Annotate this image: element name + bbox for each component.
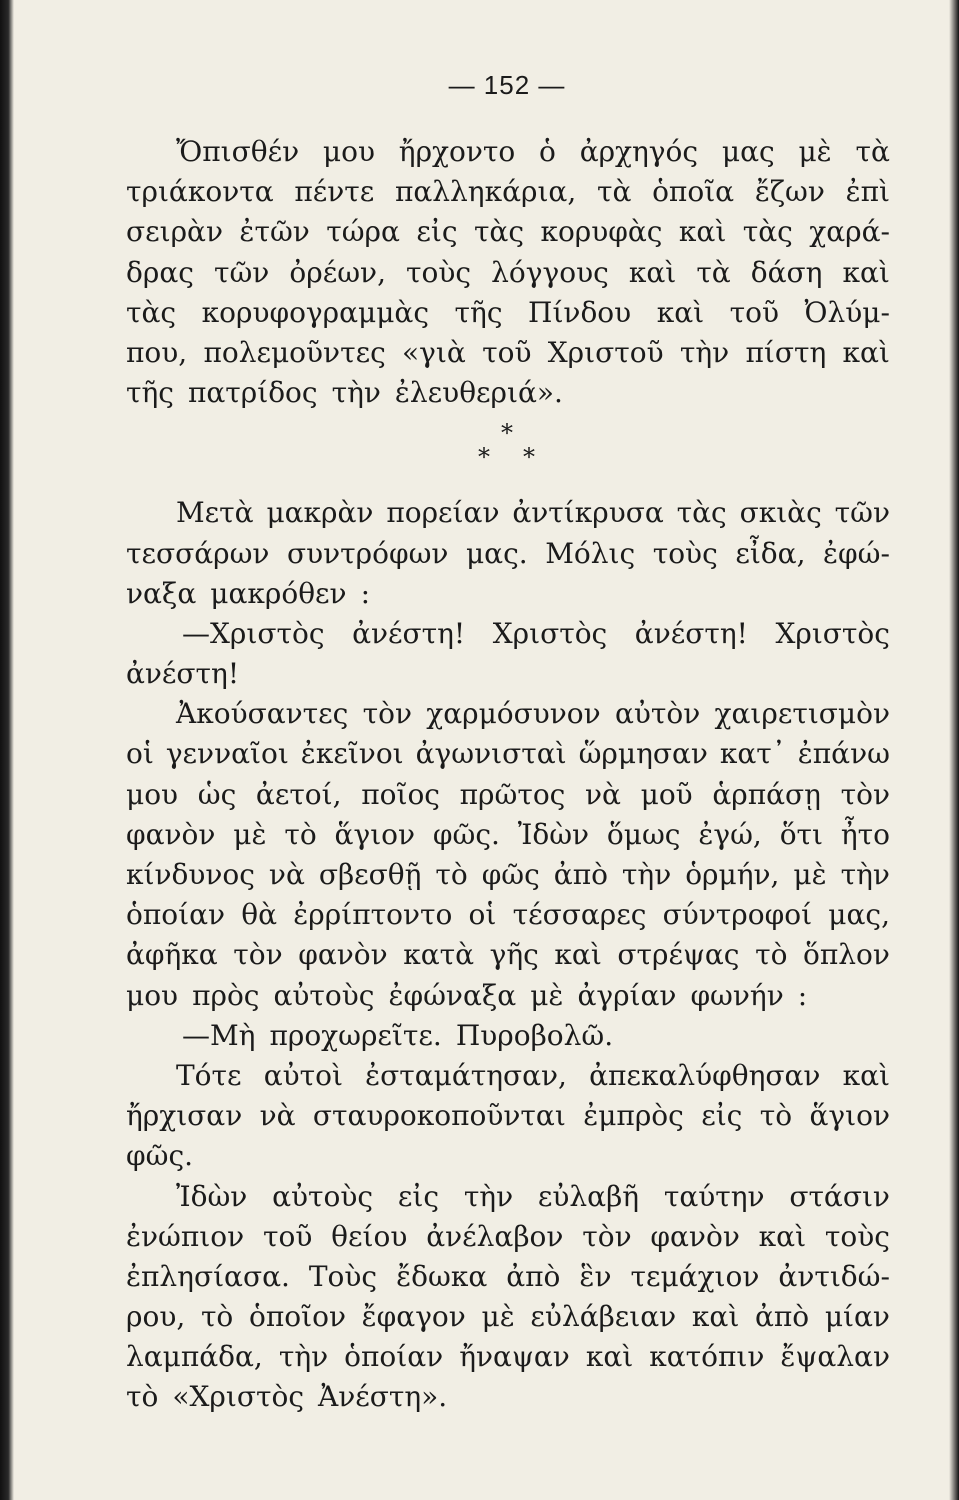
word: εἰς [397,1179,440,1213]
word: μὲ [793,858,827,891]
word: νὰ [259,1099,296,1133]
word: τὸ [759,1099,793,1133]
word: ἀπὸ [553,858,608,891]
word: καὶ [585,1340,634,1374]
word: Τότε [176,1058,242,1092]
word: θὰ [241,898,278,932]
word: ἐκεῖνοι [300,737,404,771]
word: : [797,978,808,1012]
word: ἀπεκαλύφθησαν [589,1058,821,1092]
word: ἐφώ- [823,536,890,570]
word: ἤρχοντο [398,135,516,168]
word: μου [126,777,179,811]
word: σειρὰν [126,215,223,249]
word: Πυροβολῶ. [455,1018,614,1052]
word: τοῦ [729,295,780,329]
word: τὰ [596,175,632,209]
word: τὰς [742,215,793,249]
word: ἐγώ, [698,817,762,851]
word: ποῖος [361,777,440,811]
word: ἓν [579,1259,612,1293]
word: σταυροκοποῦνται [312,1099,566,1133]
word: Μόλις [545,536,636,570]
word: τὴν [463,1179,514,1213]
word: Τοὺς [308,1259,378,1293]
word: μίαν [824,1300,890,1334]
word: ὁποίαν [344,1340,444,1374]
word: τοὺς [652,536,718,570]
word: τὸν [582,1219,632,1253]
word: αὐτοὺς [272,1179,374,1213]
word: στάσιν [789,1179,890,1213]
text-line [126,1297,890,1337]
word: τοὺς [406,255,472,289]
word: ἐτῶν [239,215,310,249]
asterisk: * [501,419,513,448]
word: φανὸν [650,1219,740,1253]
word: «γιὰ [402,335,466,369]
word: μὲ [481,1300,515,1334]
word: Ὄπισθέν [176,135,300,168]
word: τὰ [696,255,731,289]
word: οἱ [126,737,154,771]
word: τὸ [435,858,468,891]
word: καὶ [842,335,890,369]
page-right-edge-shadow [949,0,959,1500]
word: ὡς [197,777,237,811]
word: ἀγωνισταὶ [415,737,567,771]
word: καὶ [842,1058,890,1092]
word: ἀνέστη! [634,616,748,650]
word: ὁποῖα [652,175,735,209]
word: ὁρμήν, [685,858,780,891]
word: μας, [828,898,890,932]
text-line [126,333,890,373]
word: ρου, [126,1300,186,1334]
word: πορείαν [386,496,500,530]
word: μακρόθεν [210,576,347,610]
word: ἀνέστη! [126,657,240,691]
page-left-edge-shadow [0,0,14,1500]
word: αὐτὸν [614,697,701,731]
word: ἐλευθεριά». [394,376,563,410]
word: τὸν [840,777,890,811]
word: αὐτοὶ [263,1058,343,1092]
word: τὰς [473,215,525,249]
word: τὴν [621,858,672,891]
text-line [126,1337,890,1377]
body-text [126,132,890,1418]
word: εὐλάβειαν [530,1300,677,1334]
word: εἶδα, [735,536,806,570]
word: καὶ [678,215,727,249]
word: νὰ [585,777,621,811]
word: Μετὰ [176,496,254,530]
word: ἐρρίπτοντο [293,898,453,932]
word: ἀνέλαβον [426,1219,564,1253]
text-line [126,775,890,815]
text-line [126,253,890,293]
word: ὁποίαν [126,898,226,932]
word: τριάκοντα [126,175,274,209]
word: τὸ [284,817,317,851]
word: τοῦ [482,335,532,369]
word: νὰ [268,858,305,891]
word: Ἰδὼν [176,1179,248,1213]
word: τοὺς [824,1219,890,1253]
word: πολεμοῦντες [203,335,386,369]
word: εἰς [416,215,458,249]
word: τοῦ [262,1219,313,1253]
text-line [126,1016,890,1056]
word: Χριστοῦ [547,335,664,369]
word: τῶν [834,496,890,530]
word: σύντροφοί [662,898,813,932]
word: τὸ [126,1380,159,1414]
word: «Χριστὸς [172,1380,305,1414]
word: ἅγιον [809,1099,890,1133]
word: γῆς [489,938,539,972]
word: τέσσαρες [512,898,647,932]
word: τῆς [126,376,174,410]
word: ἐνώπιον [126,1219,245,1253]
text-line [126,172,890,212]
text-line [126,493,890,533]
word: στρέψας [617,938,740,972]
text-line [126,1177,890,1217]
word: τὴν [278,1340,329,1374]
text-line [126,1096,890,1136]
asterisk: * [523,443,535,472]
word: τὸν [233,938,283,972]
word: ἔψαλαν [780,1340,890,1374]
word: ὁ [539,135,556,168]
word: τὴν [331,376,381,410]
text-line [126,373,890,413]
word: ἀντιδώ- [778,1259,890,1293]
text-line [126,694,890,734]
word: χαιρετισμὸν [714,697,890,731]
word: καὶ [628,255,677,289]
word: μὲ [798,135,832,168]
word: κίνδυνος [126,858,255,891]
text-line [126,293,890,333]
word: ἀρχηγός [579,135,699,168]
word: Πίνδου [528,295,632,329]
word: εἰς [701,1099,743,1133]
word: τὸ [200,1300,234,1334]
word: κατὰ [403,938,475,972]
word: πέντε [294,175,375,209]
word: Ὀλύμ- [804,295,890,329]
word: παλληκάρια, [395,175,577,209]
word: ἀετοί, [255,777,342,811]
word: ἐσταμάτησαν, [365,1058,567,1092]
word: κατόπιν [649,1340,765,1374]
asterisk: * [478,443,490,472]
word: ἁρπάσῃ [712,777,821,811]
text-line [126,935,890,975]
word: ἐπάνω [797,737,890,771]
word: εὐλαβῆ [537,1179,640,1213]
text-line [126,614,890,654]
word: φῶς. [432,817,500,851]
word: τῶν [213,255,270,289]
word: προχωρεῖτε. [269,1018,442,1052]
word: πατρίδος [187,376,318,410]
word: τεμάχιον [630,1259,760,1293]
word: ἅγιον [334,817,416,851]
word: ταύτην [663,1179,765,1213]
word: καὶ [656,295,705,329]
text-line [126,654,890,694]
word: φῶς [481,858,540,891]
word: λαμπάδα, [126,1340,263,1374]
word: γενναῖοι [165,737,289,771]
word: φῶς. [126,1139,194,1173]
word: ἤρχισαν [126,1099,243,1133]
word: ὥρμησαν [578,737,708,771]
word: καὶ [842,255,890,289]
word: μου [322,135,375,168]
word: φανὸν [126,817,216,851]
word: φωνήν [690,978,784,1012]
word: μου [126,978,179,1012]
word: οἱ [468,898,497,932]
word: ἦτο [840,817,890,851]
text-line [126,534,890,574]
word: πρῶτος [459,777,566,811]
word: τὴν [679,335,730,369]
word: κορυφὰς [540,215,663,249]
text-line [126,855,890,895]
word: μακρὰν [266,496,374,530]
word: ἐφώναξα [388,978,517,1012]
word: Χριστὸς [775,616,890,650]
word: συντρόφων [287,536,449,570]
word: μὲ [530,978,564,1012]
word: ὅμως [606,817,681,851]
word: κορυφογραμμὰς [201,295,430,329]
word: τὰς [126,295,177,329]
word: θείου [331,1219,408,1253]
word: φανὸν [298,938,388,972]
word: μας [721,135,775,168]
word: χαρά- [809,215,890,249]
word: τῆς [454,295,503,329]
word: ἔζων [754,175,825,209]
text-line [126,1377,890,1417]
word: ὁποῖον [248,1300,346,1334]
word: μας. [465,536,528,570]
word: τὸ [755,938,788,972]
text-line [126,976,890,1016]
word: τὰ [855,135,890,168]
text-line [126,815,890,855]
word: πίστη [745,335,827,369]
word: κατ᾽ [719,737,786,771]
word: σκιὰς [739,496,822,530]
word: δάση [750,255,823,289]
word: δρας [126,255,194,289]
word: Χριστὸς [492,616,608,650]
word: ἀγρίαν [577,978,677,1012]
word: τεσσάρων [126,536,270,570]
word: : [360,576,371,610]
text-line [126,1217,890,1257]
word: ἀντίκρυσα [512,496,664,530]
word: ἀπὸ [754,1300,810,1334]
text-line [126,895,890,935]
text-line [126,1056,890,1096]
word: ἐπλησίασα. [126,1259,290,1293]
word: Ἀκούσαντες [176,697,349,731]
section-break-asterism [126,413,890,493]
word: ναξα [126,576,197,610]
word: Ἰδὼν [517,817,590,851]
word: ὀρέων, [289,255,386,289]
word: ἐπὶ [845,175,890,209]
word: ἀφῆκα [126,938,218,972]
word: καὶ [691,1300,740,1334]
word: ὅπλον [803,938,890,972]
word: που, [126,335,188,369]
text-line [126,212,890,252]
word: ἤναψαν [459,1340,570,1374]
word: αὐτοὺς [273,978,375,1012]
word: ἀπὸ [506,1259,561,1293]
word: καὶ [758,1219,807,1253]
word: μοῦ [640,777,693,811]
text-line [126,1136,890,1176]
word: ὅτι [779,817,824,851]
word: τώρα [326,215,400,249]
word: τὰς [676,496,727,530]
word: λόγγους [491,255,609,289]
word: ἐμπρὸς [583,1099,684,1133]
word: Ἀνέστη». [318,1380,448,1414]
text-line [126,734,890,774]
word: ἀνέστη! [352,616,466,650]
word: —Μὴ [182,1018,256,1052]
text-line [126,132,890,172]
page-number: — 152 — [448,70,566,100]
word: καὶ [554,938,602,972]
word: ἔδωκα [396,1259,488,1293]
word: τὴν [840,858,890,891]
word: —Χριστὸς [182,616,325,650]
word: ἔφαγον [361,1300,466,1334]
word: μὲ [233,817,267,851]
text-line [126,1257,890,1297]
word: χαρμόσυνον [426,697,601,731]
word: πρὸς [192,978,260,1012]
word: σβεσθῇ [318,858,422,891]
word: τὸν [362,697,412,731]
text-line [126,574,890,614]
